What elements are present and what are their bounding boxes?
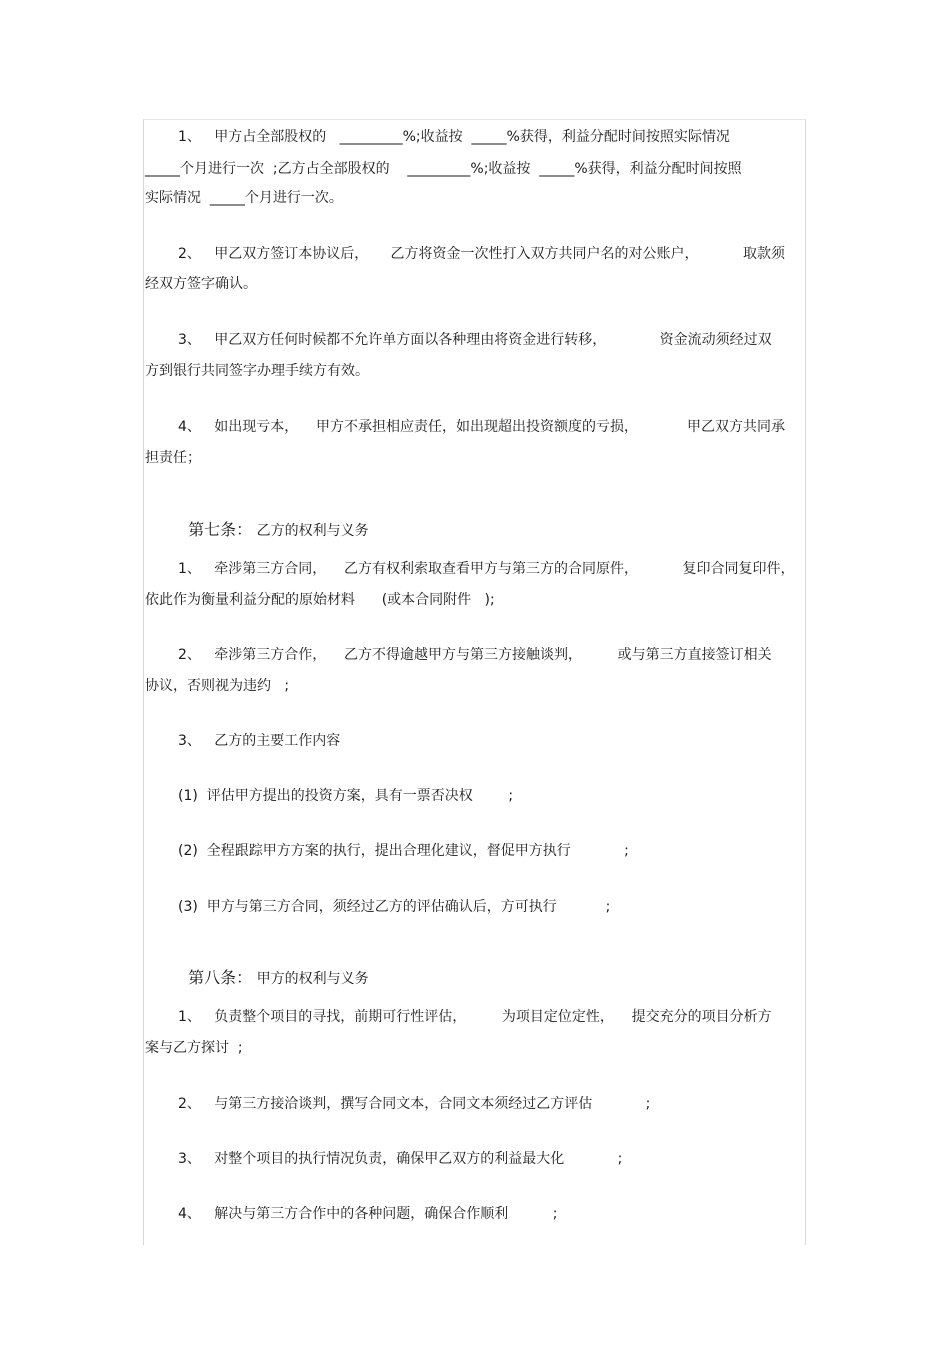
c7-item2-line1: 2、 牵涉第三方合作， 乙方不得逾越甲方与第三方接触谈判， 或与第三方直接签订相关 xyxy=(178,647,772,663)
c8-item1-line1: 1、 负责整个项目的寻找，前期可行性评估， 为项目定位定性， 提交充分的项目分析方 xyxy=(178,1009,772,1025)
clause8-heading xyxy=(178,951,369,988)
c8-item3: 3、 对整个项目的执行情况负责，确保甲乙双方的利益最大化 ; xyxy=(178,1151,623,1167)
c6-item4-line1: 4、 如出现亏本， 甲方不承担相应责任，如出现超出投资额度的亏损， 甲乙双方共同承 xyxy=(178,419,786,435)
clause8-heading-title: 甲方的权利与义务 xyxy=(252,971,369,987)
c6-item2-line2: 经双方签字确认。 xyxy=(145,276,257,292)
clause7-heading-title: 乙方的权利与义务 xyxy=(252,523,369,539)
c8-item1-line2: 案与乙方探讨 ; xyxy=(145,1040,243,1056)
clause8-heading-number: 第八条： xyxy=(188,968,253,987)
clause7-heading-number: 第七条： xyxy=(188,520,253,539)
c6-item1-line2: _____个月进行一次 ;乙方占全部股权的 _________%;收益按 _____%获得，利益分配时间按照 xyxy=(145,161,742,177)
c7-sub1: (1) 评估甲方提出的投资方案，具有一票否决权 ; xyxy=(178,788,514,804)
c6-item1-line1: 1、 甲方占全部股权的 _________%;收益按 _____%获得，利益分配时间按照实际情况 xyxy=(178,129,730,145)
c6-item2-line1: 2、 甲乙双方签订本协议后， 乙方将资金一次性打入双方共同户名的对公账户， 取款须 xyxy=(178,246,786,262)
c7-item2-line2: 协议，否则视为违约 ; xyxy=(145,678,290,694)
c6-item4-line2: 担责任； xyxy=(145,450,201,466)
c7-sub3: (3) 甲方与第三方合同，须经过乙方的评估确认后，方可执行 ; xyxy=(178,899,611,915)
c7-item1-line2: 依此作为衡量利益分配的原始材料 (或本合同附件 ); xyxy=(145,592,495,608)
c6-item3-line1: 3、 甲乙双方任何时候都不允许单方面以各种理由将资金进行转移， 资金流动须经过双 xyxy=(178,332,772,348)
c7-item3: 3、 乙方的主要工作内容 xyxy=(178,733,341,749)
clause7-heading xyxy=(178,503,369,540)
c7-item1-line1: 1、 牵涉第三方合同， 乙方有权利索取查看甲方与第三方的合同原件， 复印合同复印件， xyxy=(178,561,795,577)
c8-item4: 4、 解决与第三方合作中的各种问题，确保合作顺利 ; xyxy=(178,1206,558,1222)
c6-item1-line3: 实际情况 _____个月进行一次。 xyxy=(145,190,343,206)
c6-item3-line2: 方到银行共同签字办理手续方有效。 xyxy=(145,363,369,379)
c8-item2: 2、 与第三方接洽谈判，撰写合同文本，合同文本须经过乙方评估 ; xyxy=(178,1096,651,1112)
c7-sub2: (2) 全程跟踪甲方方案的执行，提出合理化建议，督促甲方执行 ; xyxy=(178,843,629,859)
